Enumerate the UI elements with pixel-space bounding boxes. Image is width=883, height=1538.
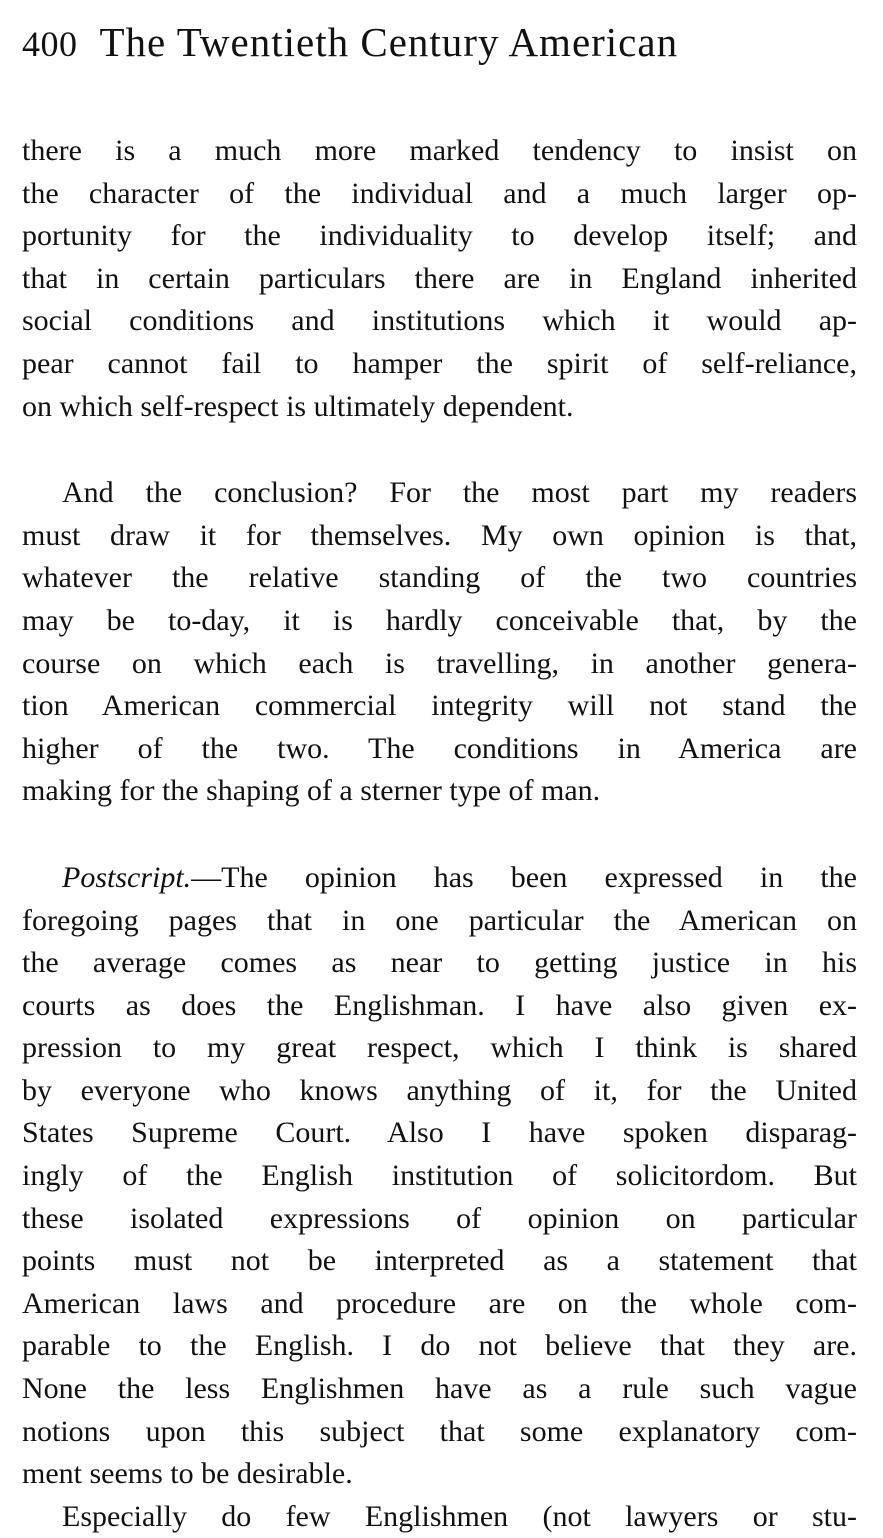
- text-line: on which self-respect is ultimately dependent.: [22, 389, 574, 423]
- text-line: foregoing pages that in one particular the American on: [22, 903, 857, 937]
- text-line: points must not be interpreted as a statement that: [22, 1244, 857, 1278]
- book-page: [22, 18, 857, 1538]
- text-line: whatever the relative standing of the two countries: [22, 561, 857, 595]
- text-line: making for the shaping of a sterner type of man.: [22, 774, 601, 808]
- text-line: may be to-day, it is hardly conceivable that, by the: [22, 603, 857, 637]
- text-line: States Supreme Court. Also I have spoken disparag-: [22, 1116, 857, 1150]
- text-line: higher of the two. The conditions in America are: [22, 731, 857, 765]
- paragraph-conclusion: [22, 472, 857, 813]
- text-line: ingly of the English institution of solicitordom. But: [22, 1159, 857, 1193]
- text-line: [22, 857, 857, 900]
- text-line: must draw it for themselves. My own opinion is that,: [22, 518, 857, 552]
- paragraph-continuation: [22, 130, 857, 428]
- text-line: parable to the English. I do not believe that they are.: [22, 1329, 857, 1363]
- page-number: 400: [22, 24, 78, 64]
- text-line: social conditions and institutions which it would ap-: [22, 304, 857, 338]
- text-line: these isolated expressions of opinion on particular: [22, 1201, 857, 1235]
- text-line: course on which each is travelling, in another genera-: [22, 646, 857, 680]
- text-line: by everyone who knows anything of it, for the United: [22, 1073, 857, 1107]
- text-line: American laws and procedure are on the whole com-: [22, 1286, 857, 1320]
- text-line: pression to my great respect, which I think is shared: [22, 1031, 857, 1065]
- paragraph-postscript: [22, 857, 857, 1496]
- text-line: that in certain particulars there are in England inherited: [22, 261, 857, 295]
- text-line: portunity for the individuality to develop itself; and: [22, 219, 857, 253]
- text-line: tion American commercial integrity will not stand the: [22, 689, 857, 723]
- text-line: pear cannot fail to hamper the spirit of self-reliance,: [22, 346, 857, 380]
- text-line: And the conclusion? For the most part my readers: [62, 476, 857, 510]
- running-title: The Twentieth Century American: [99, 19, 679, 65]
- running-head: [22, 18, 857, 78]
- paragraph-especially: [22, 1496, 857, 1538]
- text-line: Especially do few Englishmen (not lawyers or stu-: [62, 1499, 857, 1533]
- text-line: notions upon this subject that some explanatory com-: [22, 1414, 857, 1448]
- text-line: the average comes as near to getting justice in his: [22, 946, 857, 980]
- text-line: None the less Englishmen have as a rule such vague: [22, 1372, 857, 1406]
- postscript-lead-text: —The opinion has been expressed in the: [191, 860, 857, 894]
- text-line: ment seems to be desirable.: [22, 1457, 353, 1491]
- postscript-label: Postscript.: [62, 860, 192, 894]
- text-line: there is a much more marked tendency to insist on: [22, 134, 857, 167]
- text-line: the character of the individual and a much larger op-: [22, 176, 857, 210]
- text-line: courts as does the Englishman. I have also given ex-: [22, 988, 857, 1022]
